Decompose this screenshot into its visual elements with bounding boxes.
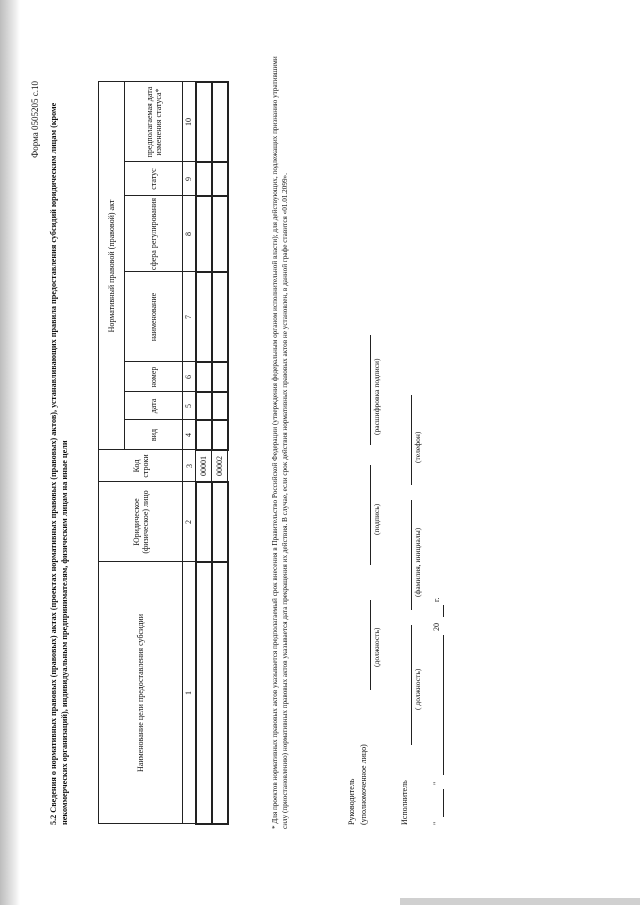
- cell-row-code: 00002: [212, 450, 228, 482]
- cell-sphere[interactable]: [196, 196, 212, 272]
- header-purpose: Наименование цели предоставления субсидии: [99, 562, 183, 824]
- cell-name[interactable]: [212, 272, 228, 362]
- date-year-suffix: г.: [432, 597, 441, 602]
- executor-phone-line[interactable]: [411, 395, 412, 485]
- head-position-caption: (должность): [372, 627, 381, 667]
- cell-sphere[interactable]: [212, 196, 228, 272]
- date-year-line[interactable]: [443, 605, 444, 617]
- head-signature-caption: (подпись): [372, 503, 381, 535]
- table-row: [196, 82, 212, 824]
- head-decoding-line[interactable]: [370, 335, 371, 445]
- header-name: наименование: [125, 272, 183, 362]
- executor-label: Исполнитель: [400, 780, 409, 825]
- cell-date[interactable]: [212, 392, 228, 420]
- scan-edge-bottom: [400, 898, 640, 905]
- cell-entity[interactable]: [212, 482, 228, 562]
- col-number-2: 2: [183, 482, 196, 562]
- cell-number[interactable]: [196, 362, 212, 392]
- col-number-6: 6: [183, 362, 196, 392]
- col-number-7: 7: [183, 272, 196, 362]
- cell-purpose[interactable]: [212, 562, 228, 824]
- rotated-form-sheet: [20, 35, 620, 865]
- cell-status[interactable]: [196, 162, 212, 196]
- scan-edge: [0, 0, 20, 905]
- executor-name-caption: (фамилия, инициалы): [413, 527, 422, 597]
- head-sublabel: (уполномоченное лицо): [359, 744, 368, 825]
- table-row: [212, 82, 228, 824]
- cell-kind[interactable]: [196, 420, 212, 450]
- date-quote-close: ": [432, 781, 441, 785]
- header-act-group: Нормативный правовой (правовой) акт: [99, 82, 125, 450]
- col-number-10: 10: [183, 82, 196, 162]
- cell-kind[interactable]: [212, 420, 228, 450]
- acts-table: [98, 81, 229, 825]
- executor-position-line[interactable]: [411, 625, 412, 745]
- cell-status[interactable]: [212, 162, 228, 196]
- col-number-4: 4: [183, 420, 196, 450]
- executor-phone-caption: (телефон): [413, 431, 422, 463]
- cell-status-date[interactable]: [212, 82, 228, 162]
- header-kind: вид: [125, 420, 183, 450]
- col-number-3: 3: [183, 450, 196, 482]
- cell-status-date[interactable]: [196, 82, 212, 162]
- cell-number[interactable]: [212, 362, 228, 392]
- head-signature-line[interactable]: [370, 465, 371, 565]
- header-sphere: сфера регулирования: [125, 196, 183, 272]
- date-quote-open: ": [432, 821, 441, 825]
- col-number-9: 9: [183, 162, 196, 196]
- form-code: Форма 0505205 с.10: [30, 81, 40, 158]
- header-status-date: предполагаемая дата изменения статуса*: [125, 82, 183, 162]
- header-number: номер: [125, 362, 183, 392]
- cell-entity[interactable]: [196, 482, 212, 562]
- cell-purpose[interactable]: [196, 562, 212, 824]
- date-day-line[interactable]: [443, 789, 444, 817]
- cell-date[interactable]: [196, 392, 212, 420]
- executor-name-line[interactable]: [411, 500, 412, 610]
- head-label: Руководитель: [347, 778, 356, 825]
- head-decoding-caption: (расшифровка подписи): [372, 358, 381, 435]
- footnote: * Для проектов нормативных правовых актов указывается предполагаемый срок внесения в Правительство Российской Федерации (утверждения федеральным органом исполнительной власти); для действующих, подлежащих признанию утратившими силу (приостановлению) нормативных правовых актов указывается дата прекращения их действия. В случае, если срок действия нормативных правовых актов не установлен, в данной графе ставится «01.01.2099».: [271, 56, 290, 829]
- col-number-5: 5: [183, 392, 196, 420]
- header-entity: Юридическое (физическое) лицо: [99, 482, 183, 562]
- col-number-1: 1: [183, 562, 196, 824]
- col-number-8: 8: [183, 196, 196, 272]
- header-code: Код строки: [99, 450, 183, 482]
- executor-position-caption: ( должность): [413, 668, 422, 710]
- section-title: 5.2 Сведения о нормативных правовых (правовых) актах (проектах нормативных правовых (правовых) актов), устанавливающих правила предоставления субсидий юридическим лицам (кроме некоммерческих организаций), индивидуальным предпринимателям, физическим лицам на иные цели: [49, 102, 70, 825]
- cell-row-code: 00001: [196, 450, 212, 482]
- cell-name[interactable]: [196, 272, 212, 362]
- date-year-prefix: 20: [432, 623, 441, 631]
- head-position-line[interactable]: [370, 600, 371, 690]
- header-status: статус: [125, 162, 183, 196]
- date-month-line[interactable]: [443, 635, 444, 775]
- header-date: дата: [125, 392, 183, 420]
